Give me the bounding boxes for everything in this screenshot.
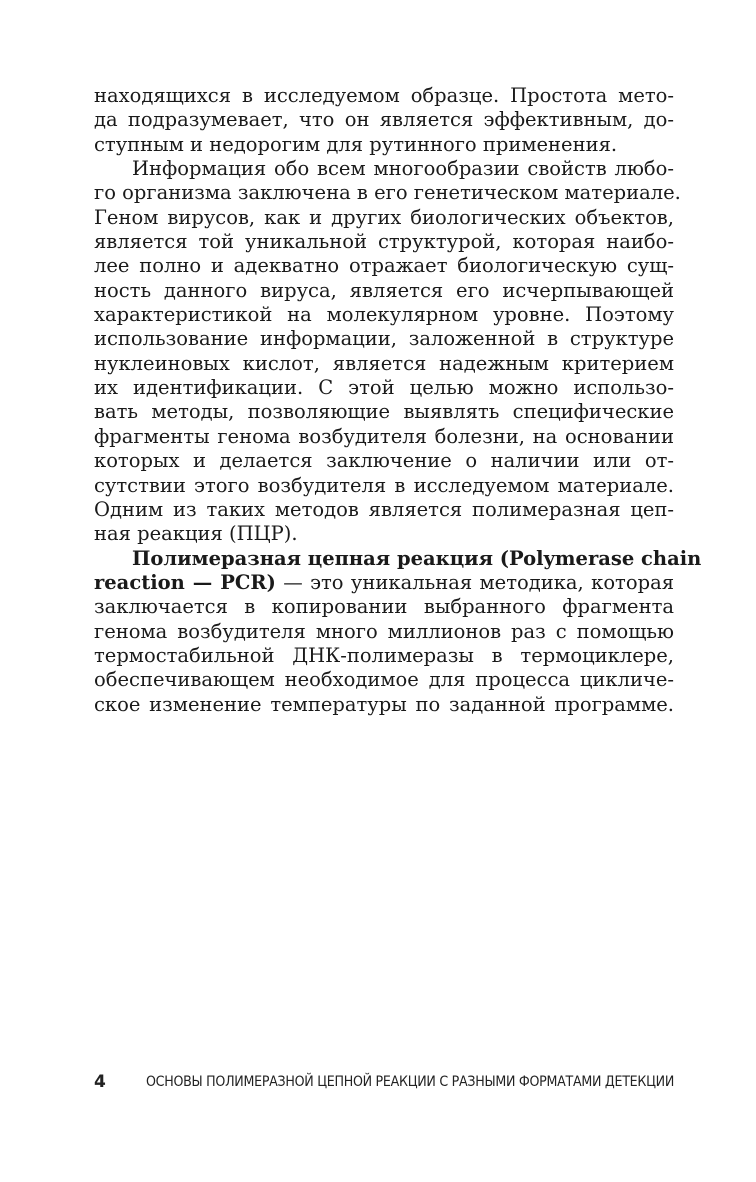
text-line: характеристикой на молекулярном уровне. Поэтому — [94, 303, 674, 327]
text-line: го организма заключена в его генетическом материале. — [94, 181, 681, 205]
text-line: которых и делается заключение о наличии или от- — [94, 449, 674, 473]
text-line: термостабильной ДНК-полимеразы в термоциклере, — [94, 643, 674, 667]
paragraph-2 — [94, 157, 681, 547]
text-line: лее полно и адекватно отражает биологическую сущ- — [94, 254, 674, 278]
text-line: генома возбудителя много миллионов раз с помощью — [94, 619, 674, 643]
text-line: использование информации, заложенной в структуре — [94, 327, 674, 351]
text-fragment: — это уникальная методика, которая — [275, 570, 674, 594]
bold-term: reaction — PCR) — [94, 570, 276, 594]
text-line: сутствии этого возбудителя в исследуемом материале. — [94, 473, 674, 497]
bold-term-line: Полимеразная цепная реакция (Polymerase chain — [132, 546, 702, 570]
paragraph-3 — [94, 546, 702, 717]
page-footer — [94, 1072, 674, 1094]
body-text — [94, 84, 702, 717]
text-line — [94, 571, 674, 595]
text-line: ское изменение температуры по заданной программе. — [94, 692, 674, 716]
text-line: Геном вирусов, как и других биологических объектов, — [94, 205, 674, 229]
text-line: вать методы, позволяющие выявлять специфические — [94, 400, 674, 424]
text-line: Информация обо всем многообразии свойств любо- — [132, 157, 674, 181]
text-line: нуклеиновых кислот, является надежным критерием — [94, 351, 674, 375]
text-line: да подразумевает, что он является эффективным, до- — [94, 108, 674, 132]
text-line: ность данного вируса, является его исчерпывающей — [94, 278, 674, 302]
running-title: ОСНОВЫ ПОЛИМЕРАЗНОЙ ЦЕПНОЙ РЕАКЦИИ С РАЗНЫМИ ФОРМАТАМИ ДЕТЕКЦИИ — [146, 1074, 675, 1090]
text-line: находящихся в исследуемом образце. Простота мето- — [94, 84, 674, 107]
text-line: ная реакция (ПЦР). — [94, 522, 298, 546]
text-line: обеспечивающем необходимое для процесса цикличе- — [94, 668, 674, 692]
text-line: ступным и недорогим для рутинного применения. — [94, 132, 618, 156]
text-line: фрагменты генома возбудителя болезни, на основании — [94, 424, 674, 448]
text-line: их идентификации. С этой целью можно использо- — [94, 376, 674, 400]
text-line: заключается в копировании выбранного фрагмента — [94, 595, 674, 619]
text-line: Одним из таких методов является полимеразная цеп- — [94, 497, 674, 521]
page-number: 4 — [94, 1072, 106, 1092]
text-line: является той уникальной структурой, которая наибо- — [94, 230, 674, 254]
paragraph-1 — [94, 84, 674, 157]
